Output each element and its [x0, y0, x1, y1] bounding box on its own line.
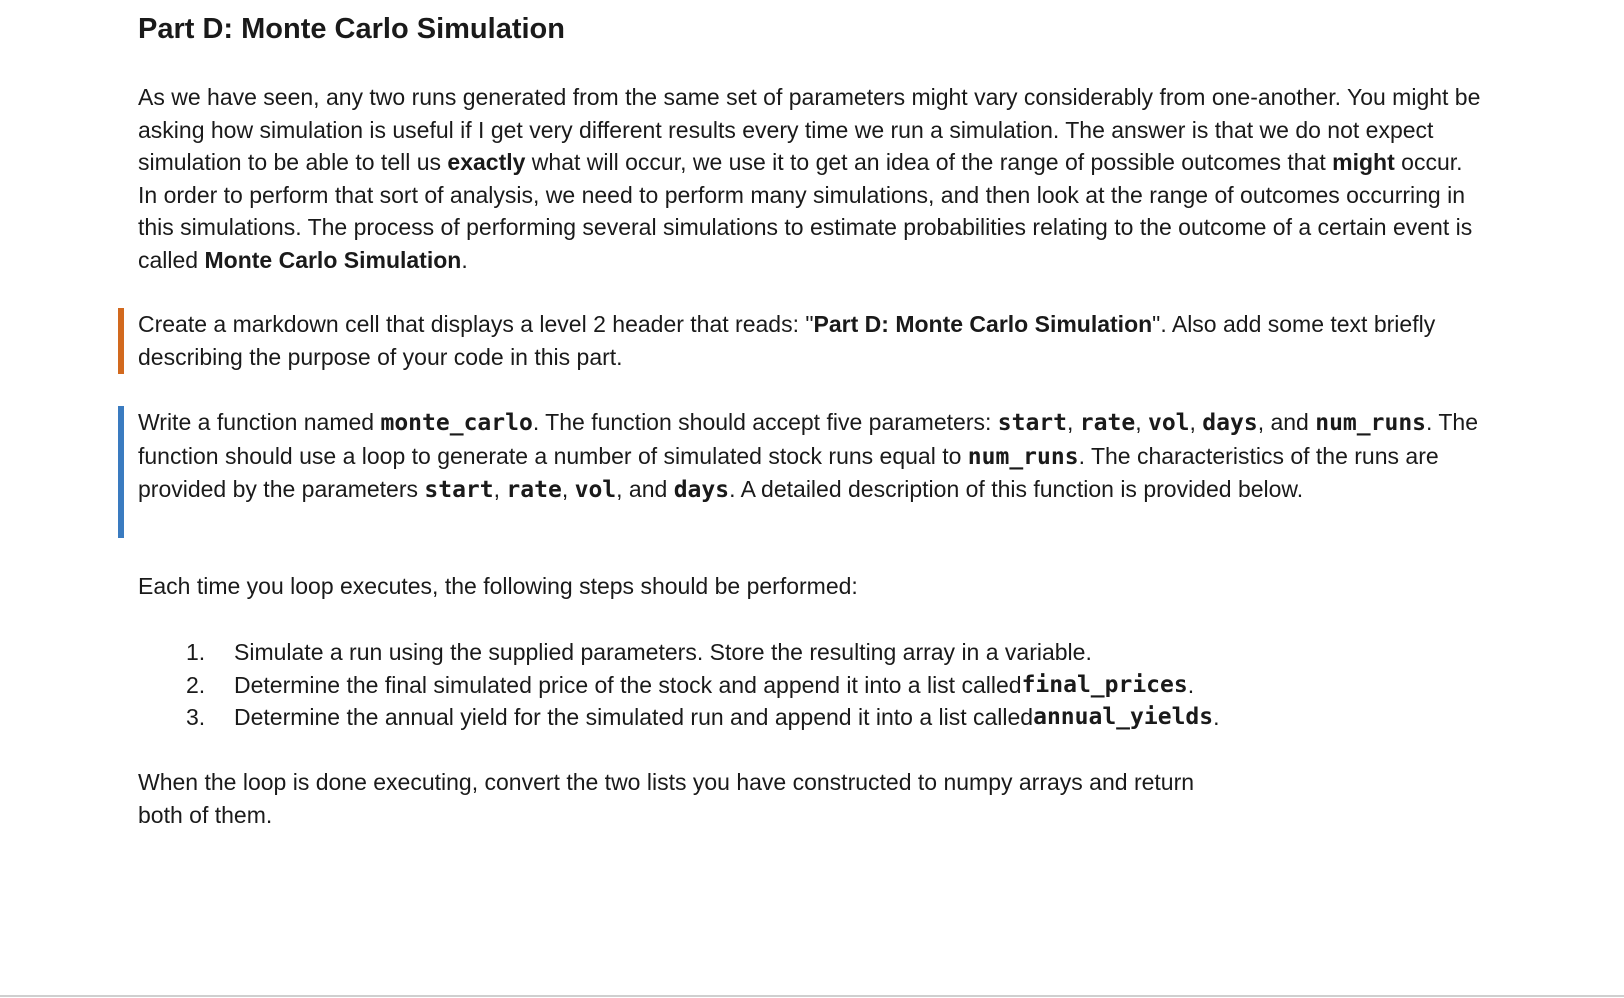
code-vol-2: vol — [574, 477, 617, 503]
page-divider — [0, 995, 1624, 997]
list-item — [186, 701, 1220, 734]
fn-text-10: , — [561, 476, 575, 502]
code-start: start — [997, 410, 1068, 436]
fn-text-4: , — [1135, 409, 1148, 435]
fn-text-5: , — [1189, 409, 1203, 435]
code-final-prices: final_prices — [1021, 671, 1188, 698]
code-rate-2: rate — [506, 477, 562, 503]
callout-markdown-task — [118, 308, 1483, 373]
code-num-runs-2: num_runs — [967, 443, 1079, 470]
code-days: days — [1202, 410, 1258, 436]
step-end: . — [1213, 704, 1220, 730]
fn-text-2: . The function should accept five parameters: — [532, 409, 998, 435]
step-number: 2. — [186, 671, 206, 698]
list-item — [186, 636, 1220, 669]
code-vol: vol — [1147, 410, 1190, 436]
step-number: 1. — [186, 639, 206, 665]
fn-text-3: , — [1067, 409, 1080, 435]
intro-bold-might: might — [1332, 149, 1395, 175]
step-text: Simulate a run using the supplied parameters. Store the resulting array in a variable. — [234, 639, 1092, 665]
callout-markdown-text-1: Create a markdown cell that displays a level 2 header that reads: " — [138, 311, 814, 337]
step-text: Determine the final simulated price of the stock and append it into a list called — [234, 671, 1022, 698]
list-item — [186, 669, 1220, 702]
steps-list — [186, 636, 1220, 734]
intro-text-4: . — [461, 246, 468, 273]
step-number: 3. — [186, 704, 206, 730]
code-monte-carlo: monte_carlo — [380, 410, 533, 436]
callout-blue-bar — [118, 406, 124, 538]
callout-function-text — [138, 406, 1483, 507]
intro-bold-exactly: exactly — [447, 149, 526, 175]
closing-paragraph: When the loop is done executing, convert the two lists you have constructed to numpy arrays and return both of them. — [138, 769, 1195, 828]
loop-intro-paragraph: Each time you loop executes, the following steps should be performed: — [138, 573, 858, 599]
intro-text-3: occur. In order to perform that sort of analysis, we need to perform many simulations, and then look at the range of outcomes occurring in this simulations. The process of performing several simulations to estimate probabilities relating to the outcome of a certain event is called — [138, 149, 1473, 273]
fn-text-6: , and — [1257, 409, 1316, 435]
code-annual-yields: annual_yields — [1033, 704, 1214, 730]
intro-text-1: As we have seen, any two runs generated from the same set of parameters might vary considerably from one-another. You might be asking how simulation is useful if I get very different results every time we run a simulation. The answer is that we do not expect simulation to be able to tell us — [138, 84, 1481, 175]
callout-function-task — [118, 406, 1483, 507]
callout-markdown-text — [138, 308, 1483, 373]
callout-markdown-bold: Part D: Monte Carlo Simulation — [813, 311, 1153, 337]
callout-markdown-text-2: ". Also add some text briefly describing the purpose of your code in this part. — [138, 311, 1436, 370]
code-num-runs: num_runs — [1315, 410, 1427, 436]
code-days-2: days — [673, 477, 730, 503]
fn-text-11: , and — [616, 476, 674, 502]
fn-text-7: . The function should use a loop to generate a number of simulated stock runs equal to — [138, 409, 1479, 469]
code-rate: rate — [1079, 410, 1136, 436]
fn-text-1: Write a function named — [138, 409, 381, 435]
intro-bold-monte-carlo: Monte Carlo Simulation — [204, 246, 462, 273]
intro-text-2: what will occur, we use it to get an idea of the range of possible outcomes that — [525, 149, 1333, 175]
section-heading: Part D: Monte Carlo Simulation — [138, 13, 565, 45]
intro-paragraph — [138, 81, 1483, 276]
code-start-2: start — [424, 477, 494, 503]
callout-orange-bar — [118, 308, 124, 374]
fn-text-8: . The characteristics of the runs are provided by the parameters — [138, 442, 1439, 502]
step-end: . — [1187, 671, 1195, 698]
fn-text-9: , — [493, 476, 507, 502]
fn-text-12: . A detailed description of this function is provided below. — [729, 476, 1304, 502]
step-text: Determine the annual yield for the simulated run and append it into a list called — [234, 704, 1034, 730]
